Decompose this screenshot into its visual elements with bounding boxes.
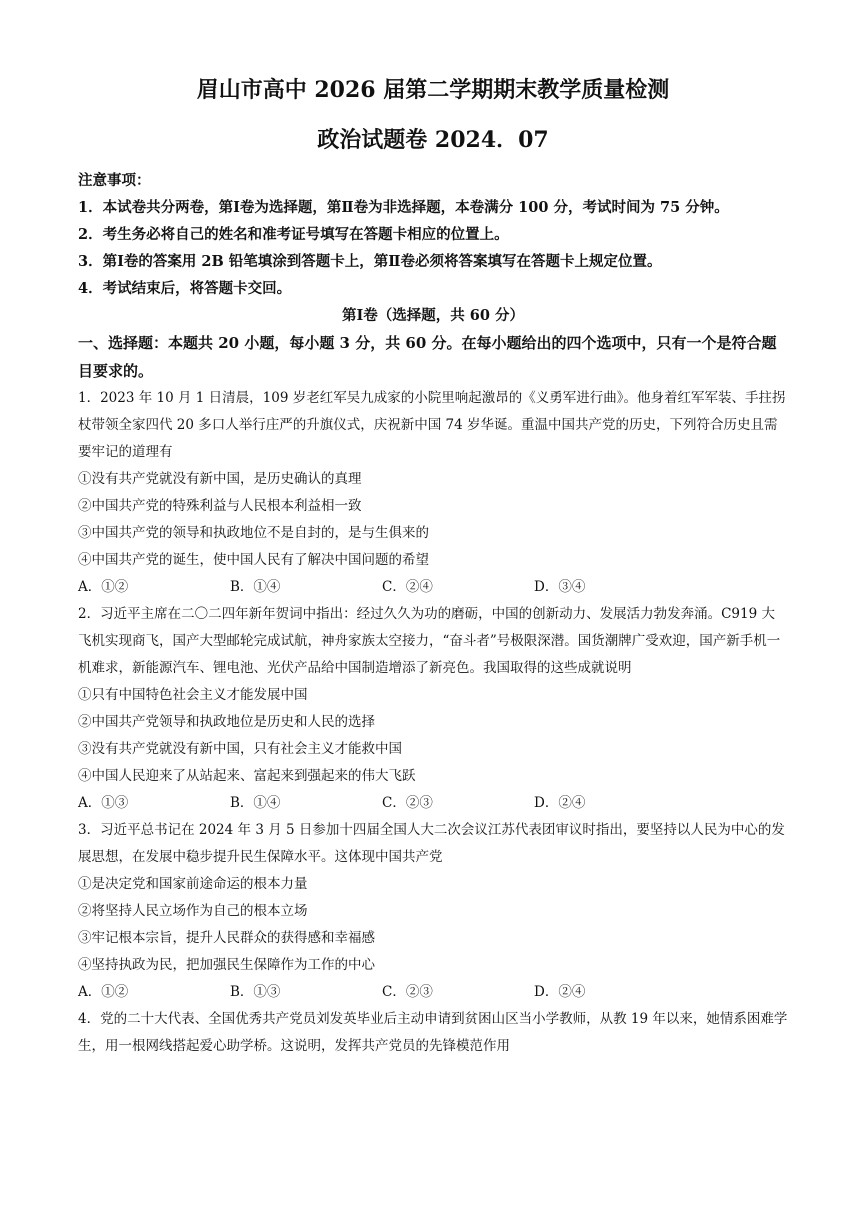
statement-option: ④中国共产党的诞生，使中国人民有了解决中国问题的希望 [78,552,429,568]
question-stem: 4．党的二十大代表、全国优秀共产党员刘发英毕业后主动申请到贫困山区当小学教师，从教 19 年以来，她情系困难学生，用一根网线搭起爱心助学桥。这说明，发挥共产党员的先锋模范作用 [78,1011,788,1054]
statement-option: ②中国共产党的特殊利益与人民根本利益相一致 [78,498,362,514]
notice-item: 4．考试结束后，将答题卡交回。 [78,280,292,297]
statement-option: ③牢记根本宗旨，提升人民群众的获得感和幸福感 [78,930,375,946]
notice-item: 3．第Ⅰ卷的答案用 2B 铅笔填涂到答题卡上，第Ⅱ卷必须将答案填写在答题卡上规定位置。 [78,253,662,270]
part-heading: 一、选择题：本题共 20 小题，每小题 3 分，共 60 分。在每小题给出的四个选项中，只有一个是符合题目要求的。 [78,334,777,380]
question [78,385,788,601]
choice-c: C．②③ [382,984,433,1000]
question-stem: 2．习近平主席在二〇二四年新年贺词中指出：经过久久为功的磨砺，中国的创新动力、发展活力勃发奔涌。C919 大飞机实现商飞，国产大型邮轮完成试航，神舟家族太空接力，“奋斗者”号极限深潜。国货潮牌广受欢迎，国产新手机一机难求，新能源汽车、锂电池、光伏产品给中国制造增添了新亮色。我国取得的这些成就说明 [78,606,781,676]
choice-d: D．③④ [534,579,586,595]
section-heading: 第Ⅰ卷（选择题，共 60 分） [341,307,525,324]
question-stem: 3．习近平总书记在 2024 年 3 月 5 日参加十四届全国人大二次会议江苏代表团审议时指出，要坚持以人民为中心的发展思想，在发展中稳步提升民生保障水平。这体现中国共产党 [78,822,785,865]
notice-item: 2．考生务必将自己的姓名和准考证号填写在答题卡相应的位置上。 [78,226,509,243]
exam-subtitle: 政治试题卷 2024．07 [317,127,549,153]
statement-option: ③中国共产党的领导和执政地位不是自封的，是与生俱来的 [78,525,429,541]
question [78,1006,788,1060]
statement-option: ②将坚持人民立场作为自己的根本立场 [78,903,308,919]
choice-b: B．①④ [230,579,281,595]
statement-option: ①是决定党和国家前途命运的根本力量 [78,876,308,892]
question [78,601,788,817]
choice-a: A．①③ [78,795,129,811]
choice-d: D．②④ [534,795,586,811]
choice-c: C．②③ [382,795,433,811]
statement-option: ④中国人民迎来了从站起来、富起来到强起来的伟大飞跃 [78,768,416,784]
statement-option: ②中国共产党领导和执政地位是历史和人民的选择 [78,714,375,730]
choice-d: D．②④ [534,984,586,1000]
statement-option: ④坚持执政为民，把加强民生保障作为工作的中心 [78,957,375,973]
notice-item: 1．本试卷共分两卷，第Ⅰ卷为选择题，第Ⅱ卷为非选择题，本卷满分 100 分，考试时间为 75 分钟。 [78,199,729,216]
notice-list [78,194,788,302]
choice-b: B．①③ [230,984,281,1000]
answer-choices [78,790,788,817]
choice-a: A．①② [78,984,129,1000]
statement-option: ③没有共产党就没有新中国，只有社会主义才能救中国 [78,741,402,757]
question-stem: 1．2023 年 10 月 1 日清晨，109 岁老红军吴九成家的小院里响起激昂的《义勇军进行曲》。他身着红军军装、手拄拐杖带领全家四代 20 多口人举行庄严的升旗仪式，庆祝新中国 74 岁华诞。重温中国共产党的历史，下列符合历史且需要牢记的道理有 [78,390,786,460]
notice-heading: 注意事项： [78,172,151,189]
statement-option: ①只有中国特色社会主义才能发展中国 [78,687,308,703]
answer-choices [78,574,788,601]
question [78,817,788,1006]
choice-a: A．①② [78,579,129,595]
statement-option: ①没有共产党就没有新中国，是历史确认的真理 [78,471,362,487]
exam-title: 眉山市高中 2026 届第二学期期末教学质量检测 [196,77,670,103]
choice-c: C．②④ [382,579,433,595]
answer-choices [78,979,788,1006]
choice-b: B．①④ [230,795,281,811]
